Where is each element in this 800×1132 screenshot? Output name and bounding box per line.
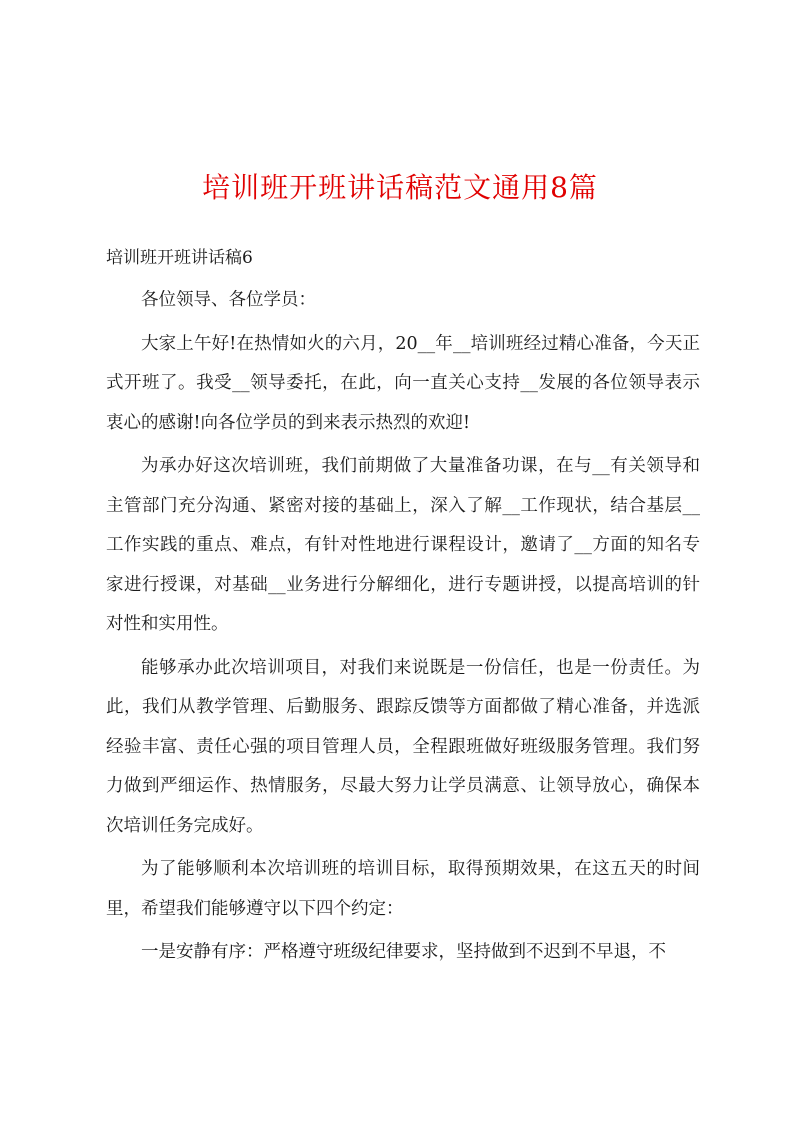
paragraph-rule-one: 一是安静有序：严格遵守班级纪律要求，坚持做到不迟到不早退，不 <box>141 942 666 962</box>
paragraph-salutation: 各位领导、各位学员： <box>141 290 316 310</box>
document-body <box>106 281 700 977</box>
paragraph-responsibility: 能够承办此次培训项目，对我们来说既是一份信任，也是一份责任。为此，我们从教学管理、后勤服务、跟踪反馈等方面都做了精心准备，并选派经验丰富、责任心强的项目管理人员，全程跟班做好班级服务管理。我们努力做到严细运作、热情服务，尽最大努力让学员满意、让领导放心，确保本次培训任务完成好。 <box>106 657 700 836</box>
paragraph-preparation: 为承办好这次培训班，我们前期做了大量准备功课，在与__有关领导和主管部门充分沟通、紧密对接的基础上，深入了解__工作现状，结合基层__工作实践的重点、难点，有针对性地进行课程设计，邀请了__方面的知名专家进行授课，对基础__业务进行分解细化，进行专题讲授，以提高培训的针对性和实用性。 <box>106 456 700 634</box>
document-subtitle: 培训班开班讲话稿6 <box>106 248 253 268</box>
paragraph-goals: 为了能够顺利本次培训班的培训目标，取得预期效果，在这五天的时间里，希望我们能够遵守以下四个约定： <box>106 859 700 919</box>
paragraph-greeting: 大家上午好!在热情如火的六月，20__年__培训班经过精心准备，今天正式开班了。我受__领导委托，在此，向一直关心支持__发展的各位领导表示衷心的感谢!向各位学员的到来表示热烈的欢迎! <box>106 333 700 433</box>
document-title: 培训班开班讲话稿范文通用8篇 <box>202 171 598 204</box>
